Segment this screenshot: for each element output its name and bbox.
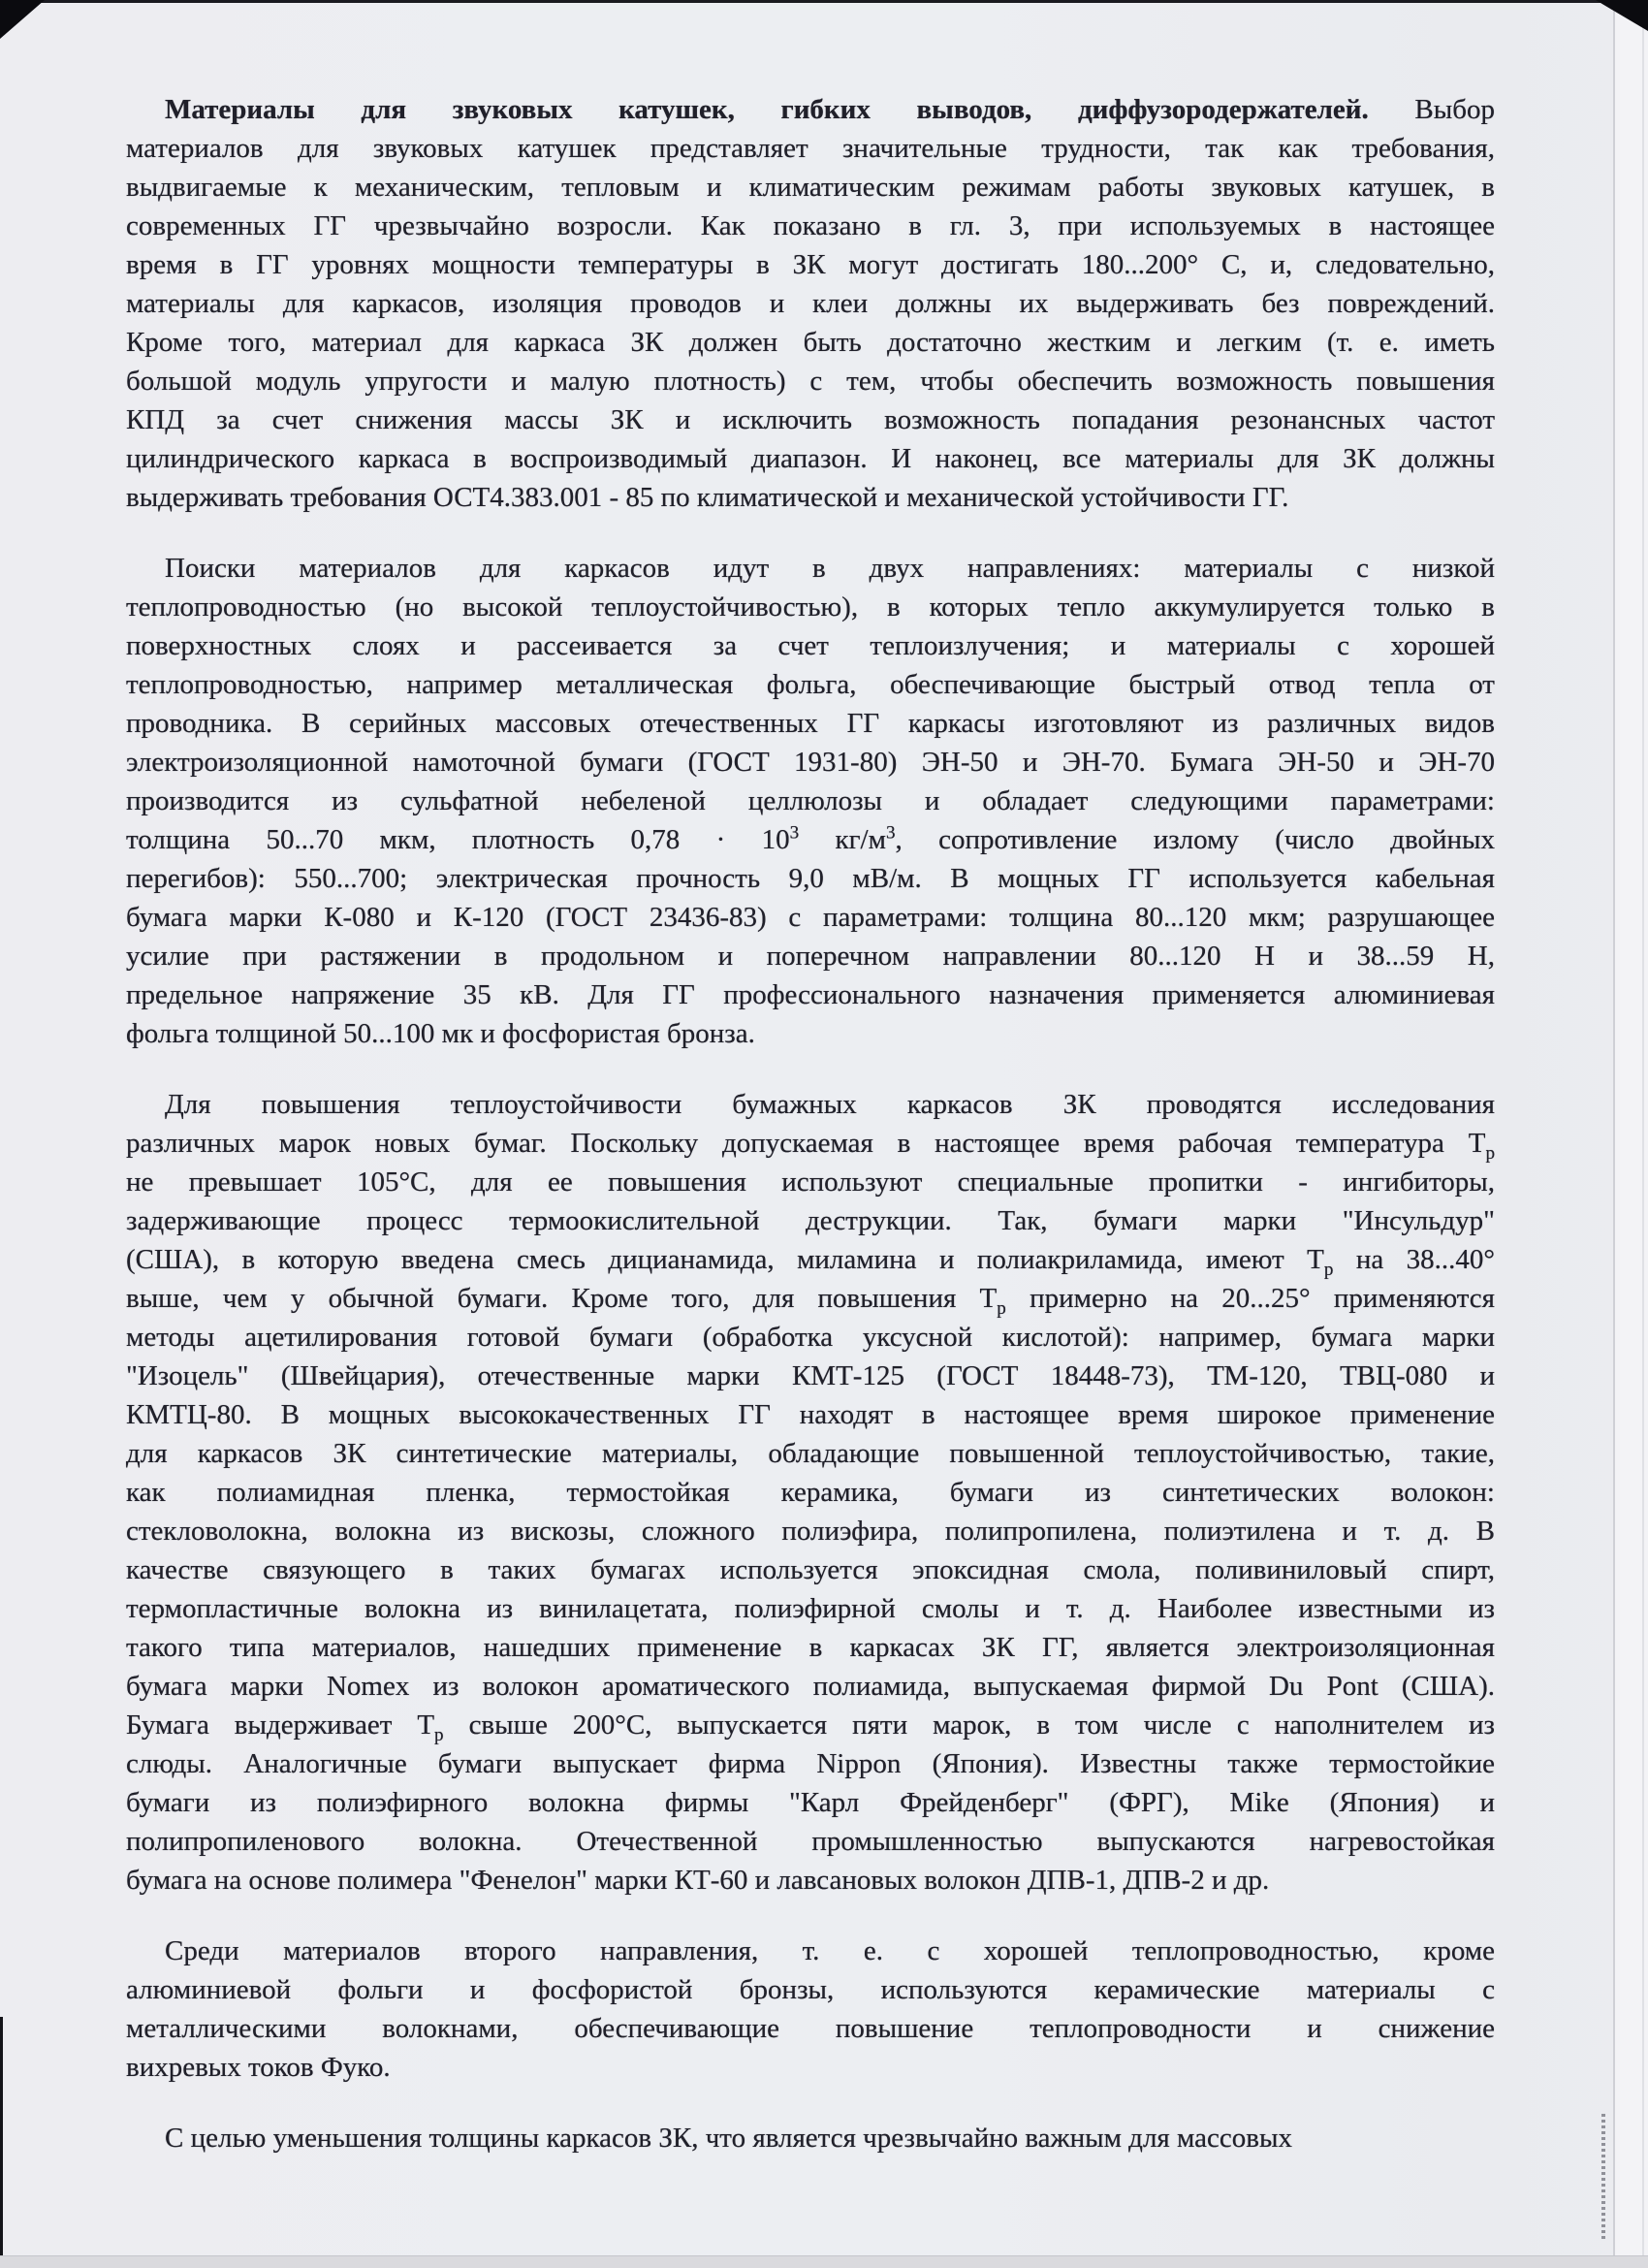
text-line: выдвигаемые к механическим, тепловым и климатическим режимам работы звуковых катушек, в bbox=[126, 172, 1495, 203]
text-line: теплопроводностью (но высокой теплоустойчивостью), в которых тепло аккумулируется только в bbox=[126, 591, 1495, 623]
text-line: материалы для каркасов, изоляция проводов и клеи должны их выдерживать без повреждений. bbox=[126, 288, 1495, 319]
text-line: различных марок новых бумаг. Поскольку допускаемая в настоящее время рабочая температура $Т_р$ bbox=[126, 1128, 1495, 1164]
text-line: слюды. Аналогичные бумаги выпускает фирма Nippon (Япония). Известны также термостойкие bbox=[126, 1748, 1495, 1779]
text-line: термопластичные волокна из винилацетата, полиэфирной смолы и т. д. Наиболее известными из bbox=[126, 1593, 1495, 1624]
text-line: задерживающие процесс термоокислительной деструкции. Так, бумаги марки "Инсульдур" bbox=[126, 1205, 1495, 1236]
text-line: фольга толщиной 50...100 мк и фосфористая бронза. bbox=[126, 1018, 755, 1049]
text-line: усилие при растяжении в продольном и поперечном направлении 80...120 Н и 38...59 Н, bbox=[126, 941, 1495, 972]
text-line: цилиндрического каркаса в воспроизводимый диапазон. И наконец, все материалы для ЗК должны bbox=[126, 443, 1495, 474]
underlying-page-edge-line bbox=[1642, 0, 1644, 2267]
text-line: такого типа материалов, нашедших применение в каркасах ЗК ГГ, является электроизоляционная bbox=[126, 1632, 1495, 1663]
paragraph-frame-thickness bbox=[126, 2119, 1495, 2157]
text-line: КПД за счет снижения массы ЗК и исключить возможность попадания резонансных частот bbox=[126, 404, 1495, 435]
text-line: время в ГГ уровнях мощности температуры в ЗК могут достигать 180...200° С, и, следовательно, bbox=[126, 249, 1495, 280]
text-line: поверхностных слоях и рассеивается за счет теплоизлучения; и материалы с хорошей bbox=[126, 630, 1495, 661]
text-line: современных ГГ чрезвычайно возросли. Как показано в гл. 3, при используемых в настоящее bbox=[126, 210, 1495, 241]
text-line: бумага марки Nomex из волокон ароматического полиамида, выпускаемая фирмой Du Pont (США). bbox=[126, 1671, 1495, 1702]
text-line: не превышает 105°С, для ее повышения используют специальные пропитки - ингибиторы, bbox=[126, 1166, 1495, 1198]
text-line: как полиамидная пленка, термостойкая керамика, бумаги из синтетических волокон: bbox=[126, 1477, 1495, 1508]
text-line: выше, чем у обычной бумаги. Кроме того, для повышения $Т_р$ примерно на 20...25° применяются bbox=[126, 1283, 1495, 1319]
text-line: Материалы для звуковых катушек, гибких выводов, диффузородержателей. Выбор bbox=[165, 94, 1495, 125]
text-line: (США), в которую введена смесь дицианамида, миламина и полиакриламида, имеют $Т_р$ на 38...40° bbox=[126, 1244, 1495, 1280]
text-line: для каркасов ЗК синтетические материалы, обладающие повышенной теплоустойчивостью, такие, bbox=[126, 1438, 1495, 1469]
text-line: предельное напряжение 35 кВ. Для ГГ профессионального назначения применяется алюминиевая bbox=[126, 979, 1495, 1010]
paragraph-frame-material-directions bbox=[126, 549, 1495, 1053]
text-line: алюминиевой фольги и фосфористой бронзы, используются керамические материалы с bbox=[126, 1974, 1495, 2005]
text-line: толщина 50...70 мкм, плотность $0,78 \cdot 10^3$ $кг/м^3$, сопротивление излому (число двойных bbox=[126, 822, 1495, 855]
text-line: методы ацетилирования готовой бумаги (обработка уксусной кислотой): например, бумага марки bbox=[126, 1322, 1495, 1353]
text-line: материалов для звуковых катушек представляет значительные трудности, так как требования, bbox=[126, 133, 1495, 164]
scanner-edge-left bbox=[0, 2017, 3, 2267]
text-line: бумага марки К-080 и К-120 (ГОСТ 23436-83) с параметрами: толщина 80...120 мкм; разрушающее bbox=[126, 902, 1495, 933]
text-line: КМТЦ-80. В мощных высококачественных ГГ находят в настоящее время широкое применение bbox=[126, 1399, 1495, 1430]
text-block bbox=[126, 90, 1495, 2157]
paragraph-heat-resistant-papers bbox=[126, 1085, 1495, 1900]
scanner-edge-top bbox=[0, 0, 1648, 3]
text-line: большой модуль упругости и малую плотность) с тем, чтобы обеспечить возможность повышения bbox=[126, 366, 1495, 397]
text-line: Для повышения теплоустойчивости бумажных каркасов ЗК проводятся исследования bbox=[165, 1089, 1495, 1120]
paragraph-second-direction-materials bbox=[126, 1932, 1495, 2087]
scan-corner-top-left bbox=[0, 0, 45, 39]
text-line: перегибов): 550...700; электрическая прочность 9,0 мВ/м. В мощных ГГ используется кабельная bbox=[126, 863, 1495, 894]
text-line: Кроме того, материал для каркаса ЗК должен быть достаточно жестким и легким (т. е. иметь bbox=[126, 327, 1495, 358]
text-line: производится из сульфатной небеленой целлюлозы и обладает следующими параметрами: bbox=[126, 785, 1495, 816]
paragraph-materials-intro bbox=[126, 90, 1495, 517]
page-bottom-edge bbox=[0, 2255, 1648, 2268]
text-line: стекловолокна, волокна из вискозы, сложного полиэфира, полипропилена, полиэтилена и т. д. В bbox=[126, 1516, 1495, 1547]
text-line: Среди материалов второго направления, т. е. с хорошей теплопроводностью, кроме bbox=[165, 1935, 1495, 1966]
text-line: бумаги из полиэфирного волокна фирмы "Карл Фрейденберг" (ФРГ), Mike (Япония) и bbox=[126, 1787, 1495, 1818]
text-line: "Изоцель" (Швейцария), отечественные марки КМТ-125 (ГОСТ 18448-73), ТМ-120, ТВЦ-080 и bbox=[126, 1360, 1495, 1391]
page-edge-perforation bbox=[1601, 2114, 1605, 2242]
text-line: качестве связующего в таких бумагах используется эпоксидная смола, поливиниловый спирт, bbox=[126, 1554, 1495, 1585]
text-line: бумага на основе полимера "Фенелон" марки КТ-60 и лавсановых волокон ДПВ-1, ДПВ-2 и др. bbox=[126, 1865, 1270, 1896]
text-line: теплопроводностью, например металлическая фольга, обеспечивающие быстрый отвод тепла от bbox=[126, 669, 1495, 700]
text-line: металлическими волокнами, обеспечивающие повышение теплопроводности и снижение bbox=[126, 2013, 1495, 2044]
text-line: полипропиленового волокна. Отечественной промышленностью выпускаются нагревостойкая bbox=[126, 1826, 1495, 1857]
text-line: проводника. В серийных массовых отечественных ГГ каркасы изготовляют из различных видов bbox=[126, 708, 1495, 739]
text-line: Поиски материалов для каркасов идут в двух направлениях: материалы с низкой bbox=[165, 553, 1495, 584]
text-line: Бумага выдерживает $Т_р$ свыше 200°С, выпускается пяти марок, в том числе с наполнителем из bbox=[126, 1709, 1495, 1745]
text-line: вихревых токов Фуко. bbox=[126, 2052, 391, 2083]
text-line: С целью уменьшения толщины каркасов ЗК, что является чрезвычайно важным для массовых bbox=[165, 2123, 1292, 2154]
text-line: электроизоляционной намоточной бумаги (ГОСТ 1931-80) ЭН-50 и ЭН-70. Бумага ЭН-50 и ЭН-70 bbox=[126, 747, 1495, 778]
text-line: выдерживать требования ОСТ4.383.001 - 85 по климатической и механической устойчивости ГГ. bbox=[126, 482, 1289, 513]
